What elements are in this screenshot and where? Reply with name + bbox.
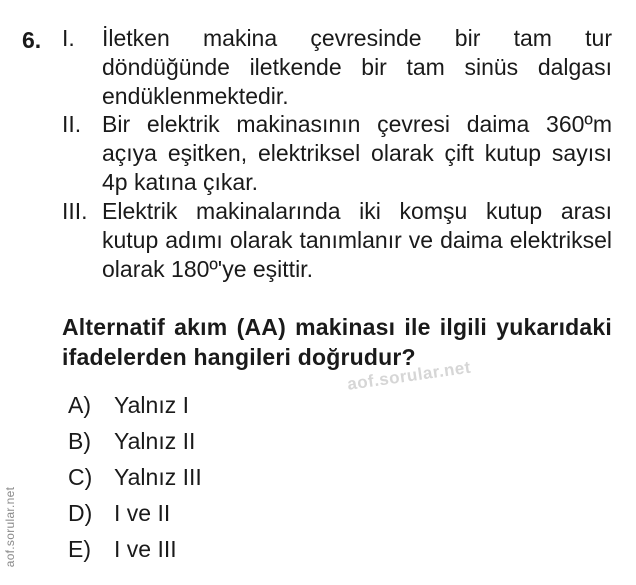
statement-text: Bir elektrik makinasının çevresi daima 360ºm açıya eşitken, elektriksel olarak çift kutup sayısı 4p katına çıkar. <box>102 111 612 195</box>
option-letter: C) <box>68 464 93 490</box>
option-a[interactable] <box>68 390 189 420</box>
center-watermark: aof.sorular.net <box>346 357 473 394</box>
statement-2 <box>62 110 612 197</box>
option-letter: B) <box>68 428 91 454</box>
option-letter: A) <box>68 392 91 418</box>
option-b[interactable] <box>68 426 195 456</box>
option-text: I ve II <box>114 500 171 526</box>
statement-3 <box>62 197 612 284</box>
statement-1 <box>62 24 612 111</box>
statement-text: İletken makina çevresinde bir tam tur döndüğünde iletkende bir tam sinüs dalgası endüklenmektedir. <box>102 25 612 109</box>
option-text: Yalnız III <box>114 464 202 490</box>
side-watermark: aof.sorular.net <box>3 486 17 568</box>
option-text: I ve III <box>114 536 177 562</box>
option-d[interactable] <box>68 498 170 528</box>
question-prompt: Alternatif akım (AA) makinası ile ilgili yukarıdaki ifadelerden hangileri doğrudur? <box>62 314 612 370</box>
statement-text: Elektrik makinalarında iki komşu kutup arası kutup adımı olarak tanımlanır ve daima elektriksel olarak 180º'ye eşittir. <box>102 198 612 282</box>
option-c[interactable] <box>68 462 202 492</box>
option-e[interactable] <box>68 534 177 564</box>
option-text: Yalnız II <box>114 428 196 454</box>
statement-numeral: III. <box>62 198 88 224</box>
option-letter: E) <box>68 536 91 562</box>
statement-numeral: I. <box>62 25 75 51</box>
statement-numeral: II. <box>62 111 82 137</box>
option-text: Yalnız I <box>114 392 189 418</box>
question-number: 6. <box>22 27 42 53</box>
option-letter: D) <box>68 500 93 526</box>
